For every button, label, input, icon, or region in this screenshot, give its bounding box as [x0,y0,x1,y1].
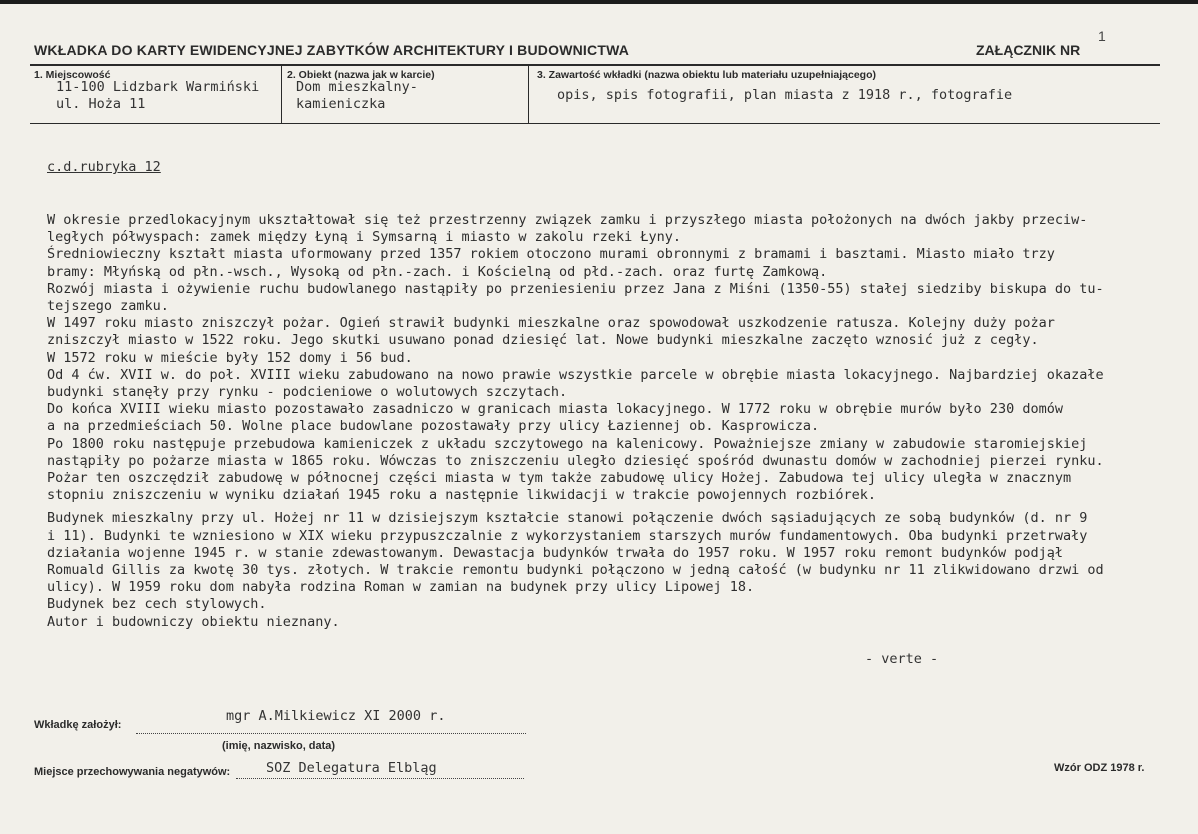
field-2-value-line1: Dom mieszkalny- [296,79,418,95]
text-line: W 1572 roku w mieście były 152 domy i 56 bud. [47,349,413,366]
storage-label: Miejsce przechowywania negatywów: [34,766,231,778]
form-template-id: Wzór ODZ 1978 r. [1054,762,1145,774]
text-line: W okresie przedlokacyjnym ukształtował się też przestrzenny związek zamku i przyszłego miasta położonych na dwóch jakby przeciw- [47,212,1088,228]
created-by-hint: (imię, nazwisko, data) [222,740,336,752]
header-bottom-rule [30,123,1160,124]
field-2-value-line2: kamieniczka [296,96,386,112]
field-divider-1 [281,66,282,123]
created-by-value: mgr A.Milkiewicz XI 2000 r. [226,708,446,724]
text-line: Średniowieczny kształt miasta uformowany przed 1357 rokiem otoczono murami obronnymi z bramami i basztami. Miasto miało trzy [47,246,1055,263]
field-2-label: 2. Obiekt (nazwa jak w karcie) [287,69,435,81]
text-line: stopniu zniszczeniu w wyniku działań 1945 roku a następnie likwidacji w trakcie powojennych rozbiórek. [47,487,877,504]
header-top-rule [30,64,1160,66]
text-line: i 11). Budynki te wzniesiono w XIX wieku przypuszczalnie z wykorzystaniem starszych murów fundamentowych. Oba budynki przetrwały [47,527,1088,544]
text-line: Rozwój miasta i ożywienie ruchu budowlanego nastąpiły po przeniesieniu przez Jana z Miśni (1350-55) stałej siedziby biskupa do tu- [47,280,1104,297]
storage-dotted-line [236,778,524,779]
form-title: WKŁADKA DO KARTY EWIDENCYJNEJ ZABYTKÓW ARCHITEKTURY I BUDOWNICTWA [34,42,630,58]
text-line: Od 4 ćw. XVII w. do poł. XVIII wieku zabudowano na nowo prawie wszystkie parcele w obrębie miasta lokacyjnego. Najbardziej okazałe [47,366,1104,383]
text-line: Pożar ten oszczędził zabudowę w północnej części miasta w tym także zabudowę ulicy Hożej. Zabudowa tej ulicy uległa w znacznym [47,470,1072,487]
field-3-label: 3. Zawartość wkładki (nazwa obiektu lub materiału uzupełniającego) [537,69,876,81]
created-by-dotted-line [136,733,526,734]
verte-marker: - verte - [865,651,939,667]
text-line: Do końca XVIII wieku miasto pozostawało zasadniczo w granicach miasta lokacyjnego. W 1772 roku w obrębie murów było 230 domów [47,401,1063,418]
text-line: ległych półwyspach: zamek między Łyną i Symsarną i miasto w zakolu rzeki Łyny. [47,229,681,246]
created-by-label: Wkładkę założył: [34,719,122,731]
text-line: Po 1800 roku następuje przebudowa kamieniczek z układu szczytowego na kalenicowy. Poważniejsze zmiany w zabudowie staromiejskiej [47,435,1088,452]
text-line: zniszczył miasto w 1522 roku. Jego skutki usuwano ponad dziesięć lat. Nowe budynki mieszkalne zaczęto wznosić już z cegły. [47,332,1039,349]
field-1-value-line1: 11-100 Lidzbark Warmiński [56,79,260,95]
text-line: Budynek bez cech stylowych. [47,596,267,613]
text-line: Budynek mieszkalny przy ul. Hożej nr 11 w dzisiejszym kształcie stanowi połączenie dwóch sąsiadujących ze sobą budynków (d. nr 9 [47,510,1088,527]
text-line: nastąpiły po pożarze miasta w 1865 roku. Wówczas to zniszczeniu uległo dziesięć spośród dwunastu domów w zachodniej pierzei rynku. [47,452,1104,469]
field-divider-2 [528,66,529,123]
storage-value: SOZ Delegatura Elbląg [266,760,437,776]
attachment-number-label: ZAŁĄCZNIK NR [976,42,1081,58]
top-edge-bar [0,0,1198,4]
text-line: tejszego zamku. [47,298,169,315]
text-line: Romuald Gillis za kwotę 30 tys. złotych. W trakcie remontu budynki połączono w jedną całość (w budynku nr 11 zlikwidowano drzwi od [47,562,1104,579]
continuation-heading: c.d.rubryka 12 [47,159,161,175]
description-text [47,212,1127,631]
text-line: działania wojenne 1945 r. w stanie zdewastowanym. Dewastacja budynków trwała do 1957 roku. W 1957 roku remont budynków podjął [47,544,1063,561]
text-line: bramy: Młyńską od płn.-wsch., Wysoką od płn.-zach. i Kościelną od płd.-zach. oraz furtę Zamkową. [47,263,828,280]
text-line: budynki stanęły przy rynku - podcieniowe o wolutowych szczytach. [47,384,568,401]
text-line: W 1497 roku miasto zniszczył pożar. Ogień strawił budynki mieszkalne oraz spowodował uszkodzenie ratusza. Kolejny duży pożar [47,315,1055,332]
text-line: ulicy). W 1959 roku dom nabyła rodzina Roman w zamian na budynek przy ulicy Lipowej 18. [47,579,755,596]
field-3-value: opis, spis fotografii, plan miasta z 1918 r., fotografie [557,87,1013,103]
field-1-value-line2: ul. Hoża 11 [56,96,146,112]
text-line: a na przedmieściach 50. Wolne place budowlane pozostawały przy ulicy Łaziennej ob. Kasprowicza. [47,418,820,435]
page-number: 1 [1098,28,1106,44]
text-line: Autor i budowniczy obiektu nieznany. [47,613,340,630]
field-1-label: 1. Miejscowość [34,69,111,81]
